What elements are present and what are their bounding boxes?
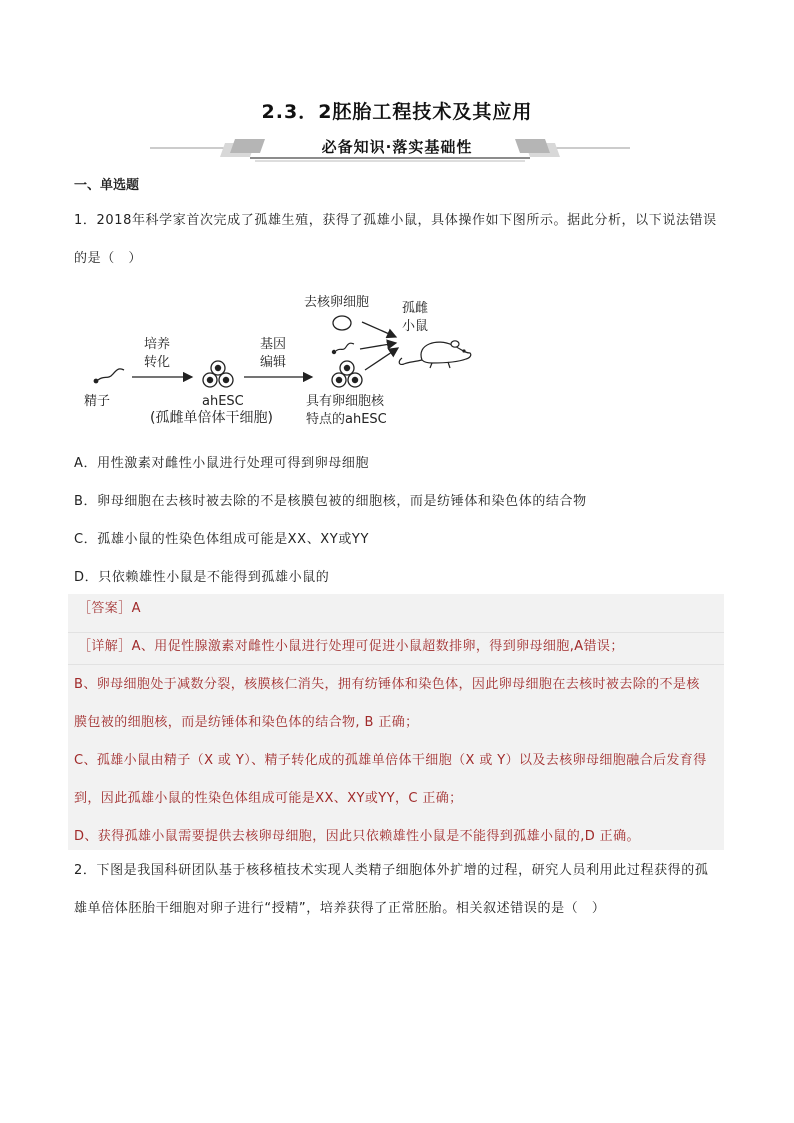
- section-heading: 一、单选题: [74, 178, 140, 193]
- answer-detail-a: ［详解］A、用促性腺激素对雌性小鼠进行处理可促进小鼠超数排卵，得到卵母细胞,A错误；: [78, 639, 624, 654]
- label-edited-line1: 具有卵细胞核: [306, 394, 385, 409]
- label-ahesc-note: (孤雌单倍体干细胞): [150, 410, 273, 426]
- sperm-icon: [94, 369, 124, 384]
- label-mouse-line1: 孤雌: [402, 301, 429, 316]
- answer-label: ［答案］A: [78, 601, 141, 616]
- mouse-icon: [399, 341, 471, 368]
- arrow-edited: [365, 348, 398, 370]
- answer-detail-c-line2: 到，因此孤雄小鼠的性染色体组成可能是XX、XY或YY，C 正确；: [74, 791, 463, 806]
- sperm-small-icon: [332, 343, 354, 354]
- option-c: C．孤雄小鼠的性染色体组成可能是XX、XY或YY: [74, 532, 370, 547]
- question-2-line1: 2．下图是我国科研团队基于核移植技术实现人类精子细胞体外扩增的过程，研究人员利用此过程获得的孤: [74, 863, 709, 878]
- arrow-sperm: [360, 343, 396, 349]
- label-enucleated-egg: 去核卵细胞: [304, 295, 370, 310]
- question-1-stem-line2: 的是（ ）: [74, 251, 143, 266]
- question-1-diagram: [80, 282, 500, 434]
- answer-detail-b-line1: B、卵母细胞处于减数分裂，核膜核仁消失，拥有纺锤体和染色体，因此卵母细胞在去核时被去除的不是核: [74, 677, 700, 692]
- label-sperm: 精子: [84, 394, 111, 409]
- page-title: 2.3．2胚胎工程技术及其应用: [261, 101, 533, 123]
- label-transform: 转化: [144, 355, 171, 370]
- answer-detail-b-line2: 膜包被的细胞核，而是纺锤体和染色体的结合物, B 正确；: [74, 715, 419, 730]
- egg-cell-icon: [333, 316, 351, 330]
- answer-detail-c-line1: C、孤雄小鼠由精子（X 或 Y）、精子转化成的孤雄单倍体干细胞（X 或 Y）以及去核卵母细胞融合后发育得: [74, 753, 707, 768]
- label-ahesc: ahESC: [202, 394, 244, 409]
- option-a: A．用性激素对雌性小鼠进行处理可得到卵母细胞: [74, 456, 370, 471]
- label-edited-line2: 特点的ahESC: [306, 412, 387, 427]
- label-edit: 编辑: [260, 355, 287, 370]
- label-gene: 基因: [260, 337, 287, 352]
- question-2-line2: 雄单倍体胚胎干细胞对卵子进行“授精”，培养获得了正常胚胎。相关叙述错误的是（ ）: [74, 901, 606, 916]
- label-mouse-line2: 小鼠: [402, 319, 429, 334]
- edited-ahesc-cells-icon: [332, 361, 362, 387]
- arrow-egg: [362, 322, 396, 337]
- banner-title: 必备知识·落实基础性: [321, 138, 473, 156]
- ahesc-cells-icon: [203, 361, 233, 387]
- question-1-stem-line1: 1．2018年科学家首次完成了孤雄生殖，获得了孤雄小鼠，具体操作如下图所示。据此分析，以下说法错误: [74, 213, 717, 228]
- option-d: D．只依赖雄性小鼠是不能得到孤雄小鼠的: [74, 570, 330, 585]
- option-b: B．卵母细胞在去核时被去除的不是核膜包被的细胞核，而是纺锤体和染色体的结合物: [74, 494, 587, 509]
- answer-detail-d: D、获得孤雄小鼠需要提供去核卵母细胞，因此只依赖雄性小鼠是不能得到孤雄小鼠的,D 正确。: [74, 829, 640, 844]
- label-culture: 培养: [144, 337, 171, 352]
